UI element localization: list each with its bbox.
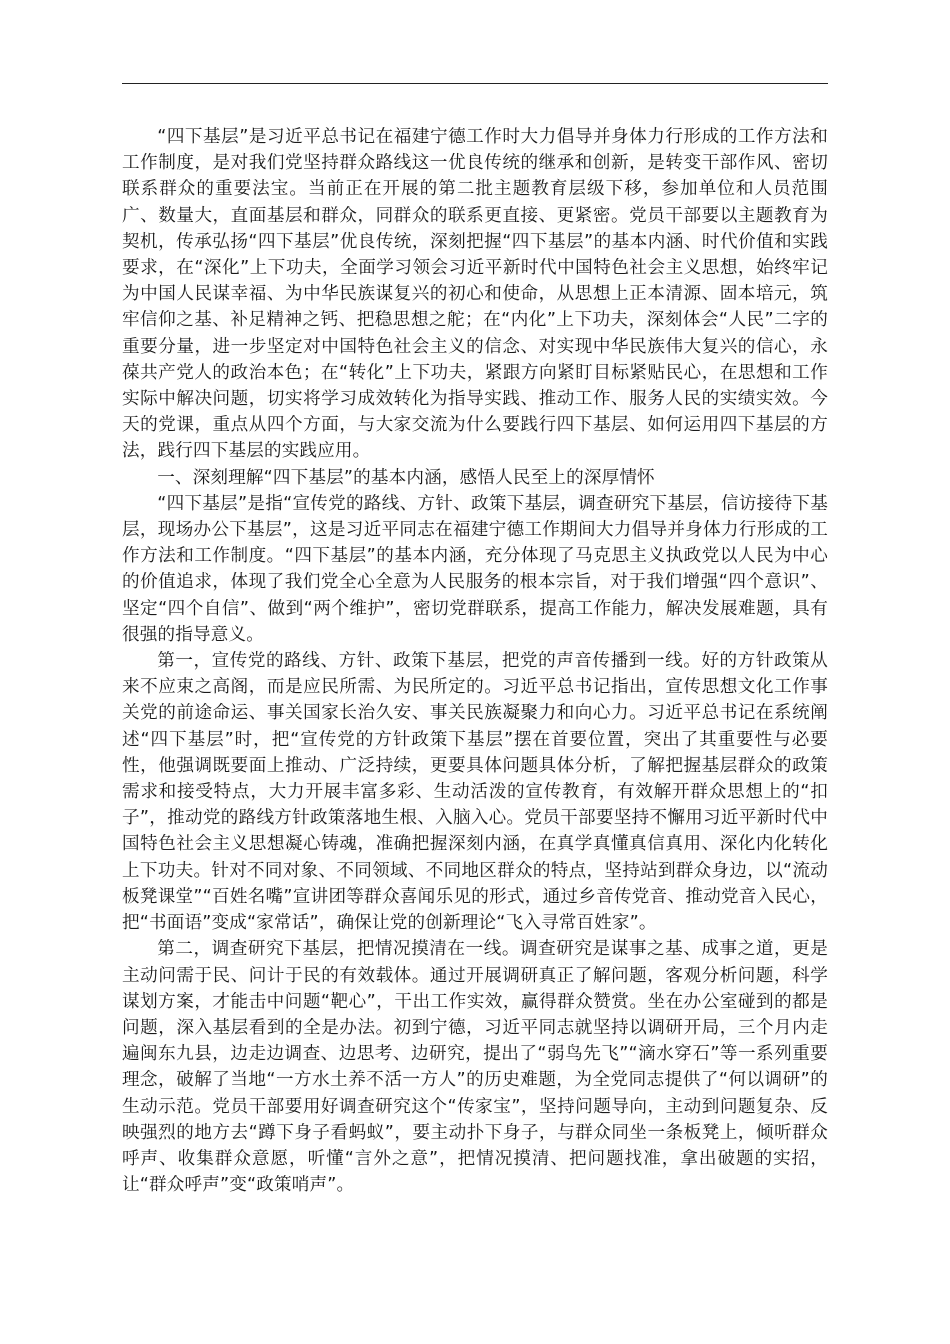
header-rule: [122, 83, 828, 84]
definition-paragraph: “四下基层”是指“宣传党的路线、方针、政策下基层，调查研究下基层，信访接待下基层，现场办公下基层”，这是习近平同志在福建宁德工作期间大力倡导并身体力行形成的工作方法和工作制度。“四下基层”的基本内涵，充分体现了马克思主义执政党以人民为中心的价值追求，体现了我们党全心全意为人民服务的根本宗旨，对于我们增强“四个意识”、坚定“四个自信”、做到“两个维护”，密切党群联系，提高工作能力，解决发展难题，具有很强的指导意义。: [122, 493, 828, 645]
point-one-paragraph: 第一，宣传党的路线、方针、政策下基层，把党的声音传播到一线。好的方针政策从来不应束之高阁，而是应民所需、为民所定的。习近平总书记指出，宣传思想文化工作事关党的前途命运、事关国家长治久安、事关民族凝聚力和向心力。习近平总书记在系统阐述“四下基层”时，把“宣传党的方针政策下基层”摆在首要位置，突出了其重要性与必要性，他强调既要面上推动、广泛持续，更要具体问题具体分析，了解把握基层群众的政策需求和接受特点，大力开展丰富多彩、生动活泼的宣传教育，有效解开群众思想上的“扣子”，推动党的路线方针政策落地生根、入脑入心。党员干部要坚持不懈用习近平新时代中国特色社会主义思想凝心铸魂，准确把握深刻内涵，在真学真懂真信真用、深化内化转化上下功夫。针对不同对象、不同领域、不同地区群众的特点，坚持站到群众身边，以“流动板凳课堂”“百姓名嘴”宣讲团等群众喜闻乐见的形式，通过乡音传党音、推动党音入民心，把“书面语”变成“家常话”，确保让党的创新理论“飞入寻常百姓家”。: [122, 651, 828, 934]
point-two-paragraph: 第二，调查研究下基层，把情况摸清在一线。调查研究是谋事之基、成事之道，更是主动问需于民、问计于民的有效载体。通过开展调研真正了解问题，客观分析问题，科学谋划方案，才能击中问题“靶心”，干出工作实效，赢得群众赞赏。坐在办公室碰到的都是问题，深入基层看到的全是办法。初到宁德，习近平同志就坚持以调研开局，三个月内走遍闽东九县，边走边调查、边思考、边研究，提出了“弱鸟先飞”“滴水穿石”等一系列重要理念，破解了当地“一方水土养不活一方人”的历史难题，为全党同志提供了“何以调研”的生动示范。党员干部要用好调查研究这个“传家宝”，坚持问题导向，主动到问题复杂、反映强烈的地方去“蹲下身子看蚂蚁”，要主动扑下身子，与群众同坐一条板凳上，倾听群众呼声、收集群众意愿，听懂“言外之意”，把情况摸清、把问题找准，拿出破题的实招，让“群众呼声”变“政策哨声”。: [122, 939, 828, 1196]
document-body: [122, 124, 828, 1198]
intro-paragraph: “四下基层”是习近平总书记在福建宁德工作时大力倡导并身体力行形成的工作方法和工作制度，是对我们党坚持群众路线这一优良传统的继承和创新，是转变干部作风、密切联系群众的重要法宝。当前正在开展的第二批主题教育层级下移，参加单位和人员范围广、数量大，直面基层和群众，同群众的联系更直接、更紧密。党员干部要以主题教育为契机，传承弘扬“四下基层”优良传统，深刻把握“四下基层”的基本内涵、时代价值和实践要求，在“深化”上下功夫，全面学习领会习近平新时代中国特色社会主义思想，始终牢记为中国人民谋幸福、为中华民族谋复兴的初心和使命，从思想上正本清源、固本培元，筑牢信仰之基、补足精神之钙、把稳思想之舵；在“内化”上下功夫，深刻体会“人民”二字的重要分量，进一步坚定对中国特色社会主义的信念、对实现中华民族伟大复兴的信心，永葆共产党人的政治本色；在“转化”上下功夫，紧跟方向紧盯目标紧贴民心，在思想和工作实际中解决问题，切实将学习成效转化为指导实践、推动工作、服务人民的实绩实效。今天的党课，重点从四个方面，与大家交流为什么要践行四下基层、如何运用四下基层的方法，践行四下基层的实践应用。: [122, 127, 828, 462]
section-heading: 一、深刻理解“四下基层”的基本内涵，感悟人民至上的深厚情怀: [157, 467, 655, 488]
